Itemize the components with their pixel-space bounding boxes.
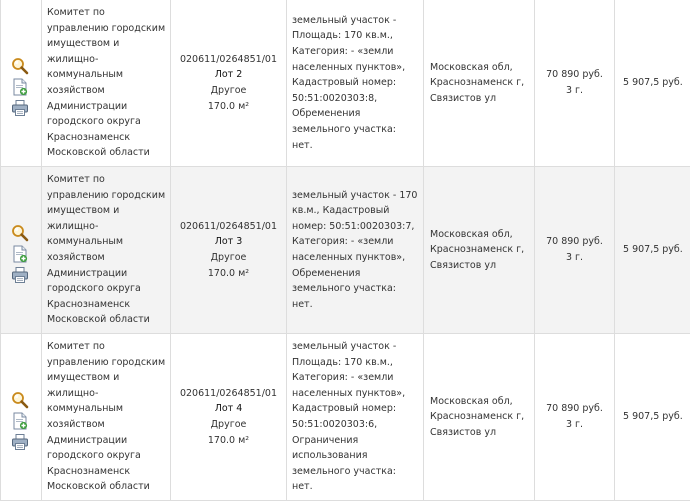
address-cell (424, 334, 535, 501)
lot-area: 170.0 м² (207, 434, 250, 446)
lot-address: Московская обл, Краснознаменск г, Связистов ул (430, 61, 525, 104)
lot-price: 70 890 руб. (546, 69, 603, 81)
organizer-name: Комитет по управлению городским имуществом и жилищно-коммунальным хозяйством Администрации городского округа Краснознаменск Московской области (47, 7, 166, 159)
lot-cell (171, 334, 287, 501)
lease-term: 3 г. (565, 252, 584, 263)
lot-description: земельный участок - Площадь: 170 кв.м., Категория: - «земли населенных пунктов», Кадастровый номер: 50:51:0020303:6, Ограничения использования земельного участка: нет. (292, 341, 406, 493)
lot-label[interactable]: Лот 4 (214, 403, 243, 415)
notice-number: 020611/0264851/01 (179, 387, 278, 399)
row-actions-cell (1, 334, 42, 501)
lot-description: земельный участок - 170 кв.м., Кадастровый номер: 50:51:0020303:7, Категория: - «земли населенных пунктов», Обременения земельного участка: нет. (292, 189, 418, 310)
address-cell (424, 0, 535, 167)
lease-term: 3 г. (565, 85, 584, 96)
lot-price: 70 890 руб. (546, 236, 603, 248)
table-row (1, 167, 690, 334)
lot-address: Московская обл, Краснознаменск г, Связистов ул (430, 395, 525, 438)
printer-icon[interactable] (11, 266, 29, 284)
notice-number: 020611/0264851/01 (179, 220, 278, 232)
lot-total: 5 907,5 руб. (623, 244, 683, 256)
organizer-cell (42, 167, 171, 334)
price-cell (535, 334, 615, 501)
lot-address: Московская обл, Краснознаменск г, Связистов ул (430, 228, 525, 271)
organizer-cell (42, 0, 171, 167)
total-cell (615, 334, 690, 501)
lot-area: 170.0 м² (207, 100, 250, 112)
lot-category: Другое (210, 252, 247, 263)
table-row (1, 334, 690, 501)
total-cell (615, 167, 690, 334)
row-actions-cell (1, 167, 42, 334)
lot-label[interactable]: Лот 2 (214, 69, 243, 81)
lot-area: 170.0 м² (207, 267, 250, 279)
lot-total: 5 907,5 руб. (623, 77, 683, 89)
lot-description: земельный участок - Площадь: 170 кв.м., Категория: - «земли населенных пунктов», Кадастровый номер: 50:51:0020303:8, Обременения земельного участка: нет. (292, 14, 406, 151)
document-add-icon[interactable] (11, 78, 29, 96)
lease-term: 3 г. (565, 419, 584, 430)
lot-price: 70 890 руб. (546, 403, 603, 415)
magnifier-icon[interactable] (11, 391, 29, 409)
document-add-icon[interactable] (11, 412, 29, 430)
row-actions-cell (1, 0, 42, 167)
magnifier-icon[interactable] (11, 57, 29, 75)
notice-number: 020611/0264851/01 (179, 53, 278, 65)
description-cell (287, 0, 424, 167)
lot-category: Другое (210, 85, 247, 96)
printer-icon[interactable] (11, 99, 29, 117)
price-cell (535, 167, 615, 334)
total-cell (615, 0, 690, 167)
lot-label[interactable]: Лот 3 (214, 236, 243, 248)
document-add-icon[interactable] (11, 245, 29, 263)
organizer-cell (42, 334, 171, 501)
lot-total: 5 907,5 руб. (623, 411, 683, 423)
price-cell (535, 0, 615, 167)
table-row (1, 0, 690, 167)
lot-category: Другое (210, 419, 247, 430)
description-cell (287, 167, 424, 334)
lot-cell (171, 0, 287, 167)
organizer-name: Комитет по управлению городским имуществом и жилищно-коммунальным хозяйством Администрации городского округа Краснознаменск Московской области (47, 341, 166, 493)
address-cell (424, 167, 535, 334)
magnifier-icon[interactable] (11, 224, 29, 242)
description-cell (287, 334, 424, 501)
printer-icon[interactable] (11, 433, 29, 451)
lot-cell (171, 167, 287, 334)
organizer-name: Комитет по управлению городским имуществом и жилищно-коммунальным хозяйством Администрации городского округа Краснознаменск Московской области (47, 174, 166, 326)
